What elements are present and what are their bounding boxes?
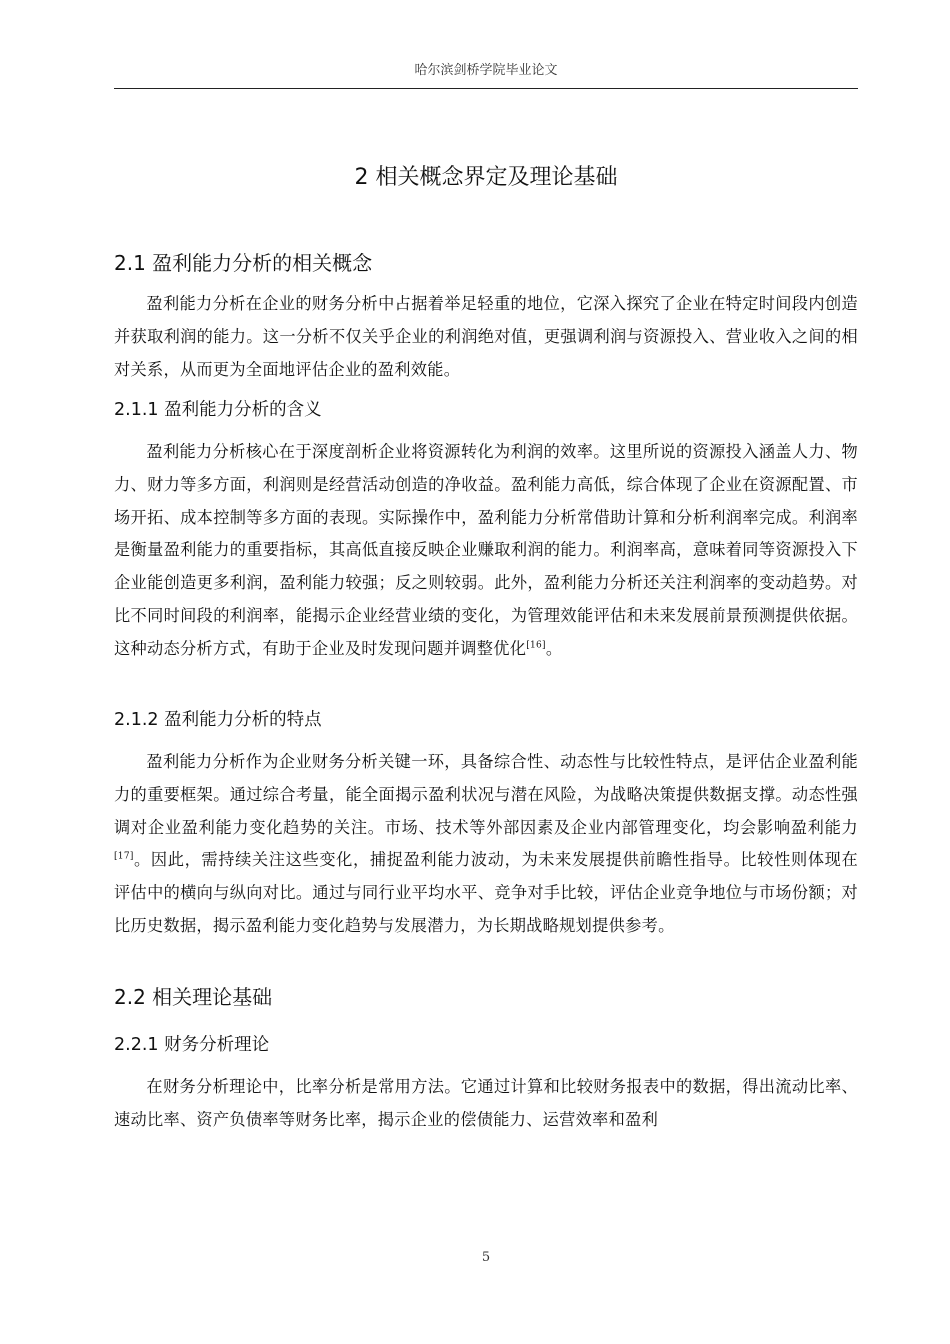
paragraph-2-1-1	[114, 436, 858, 666]
paragraph-2-1-2-text-a: 盈利能力分析作为企业财务分析关键一环，具备综合性、动态性与比较性特点，是评估企业盈利能力的重要框架。通过综合考量，能全面揭示盈利状况与潜在风险，为战略决策提供数据支撑。动态性强调对企业盈利能力变化趋势的关注。市场、技术等外部因素及企业内部管理变化，均会影响盈利能力	[114, 752, 858, 837]
citation-16: [16]	[526, 640, 546, 651]
section-heading-2-2: 2.2 相关理论基础	[114, 985, 273, 1009]
subsection-heading-2-2-1: 2.2.1 财务分析理论	[114, 1035, 270, 1055]
paragraph-2-1-2-text-b: 。因此，需持续关注这些变化，捕捉盈利能力波动，为未来发展提供前瞻性指导。比较性则体现在评估中的横向与纵向对比。通过与同行业平均水平、竞争对手比较，评估企业竞争地位与市场份额；对比历史数据，揭示盈利能力变化趋势与发展潜力，为长期战略规划提供参考。	[114, 850, 858, 935]
running-header: 哈尔滨剑桥学院毕业论文	[114, 62, 858, 89]
paragraph-2-1-1-tail: 。	[545, 638, 563, 658]
page-number: 5	[481, 1250, 491, 1265]
paragraph-2-2-1: 在财务分析理论中，比率分析是常用方法。它通过计算和比较财务报表中的数据，得出流动比率、速动比率、资产负债率等财务比率，揭示企业的偿债能力、运营效率和盈利	[114, 1077, 858, 1129]
paragraph-2-1: 盈利能力分析在企业的财务分析中占据着举足轻重的地位，它深入探究了企业在特定时间段内创造并获取利润的能力。这一分析不仅关乎企业的利润绝对值，更强调利润与资源投入、营业收入之间的相对关系，从而更为全面地评估企业的盈利效能。	[114, 294, 858, 379]
subsection-heading-2-1-2: 2.1.2 盈利能力分析的特点	[114, 710, 322, 730]
paragraph-2-1-1-text: 盈利能力分析核心在于深度剖析企业将资源转化为利润的效率。这里所说的资源投入涵盖人力、物力、财力等多方面，利润则是经营活动创造的净收益。盈利能力高低，综合体现了企业在资源配置、市场开拓、成本控制等多方面的表现。实际操作中，盈利能力分析常借助计算和分析利润率完成。利润率是衡量盈利能力的重要指标，其高低直接反映企业赚取利润的能力。利润率高，意味着同等资源投入下企业能创造更多利润，盈利能力较强；反之则较弱。此外，盈利能力分析还关注利润率的变动趋势。对比不同时间段的利润率，能揭示企业经营业绩的变化，为管理效能评估和未来发展前景预测提供依据。这种动态分析方式，有助于企业及时发现问题并调整优化	[114, 442, 858, 658]
section-heading-2-1: 2.1 盈利能力分析的相关概念	[114, 251, 373, 275]
subsection-heading-2-1-1: 2.1.1 盈利能力分析的含义	[114, 400, 322, 420]
citation-17: [17]	[114, 852, 134, 862]
chapter-title: 2 相关概念界定及理论基础	[354, 165, 618, 190]
paragraph-2-1-2	[114, 746, 858, 943]
